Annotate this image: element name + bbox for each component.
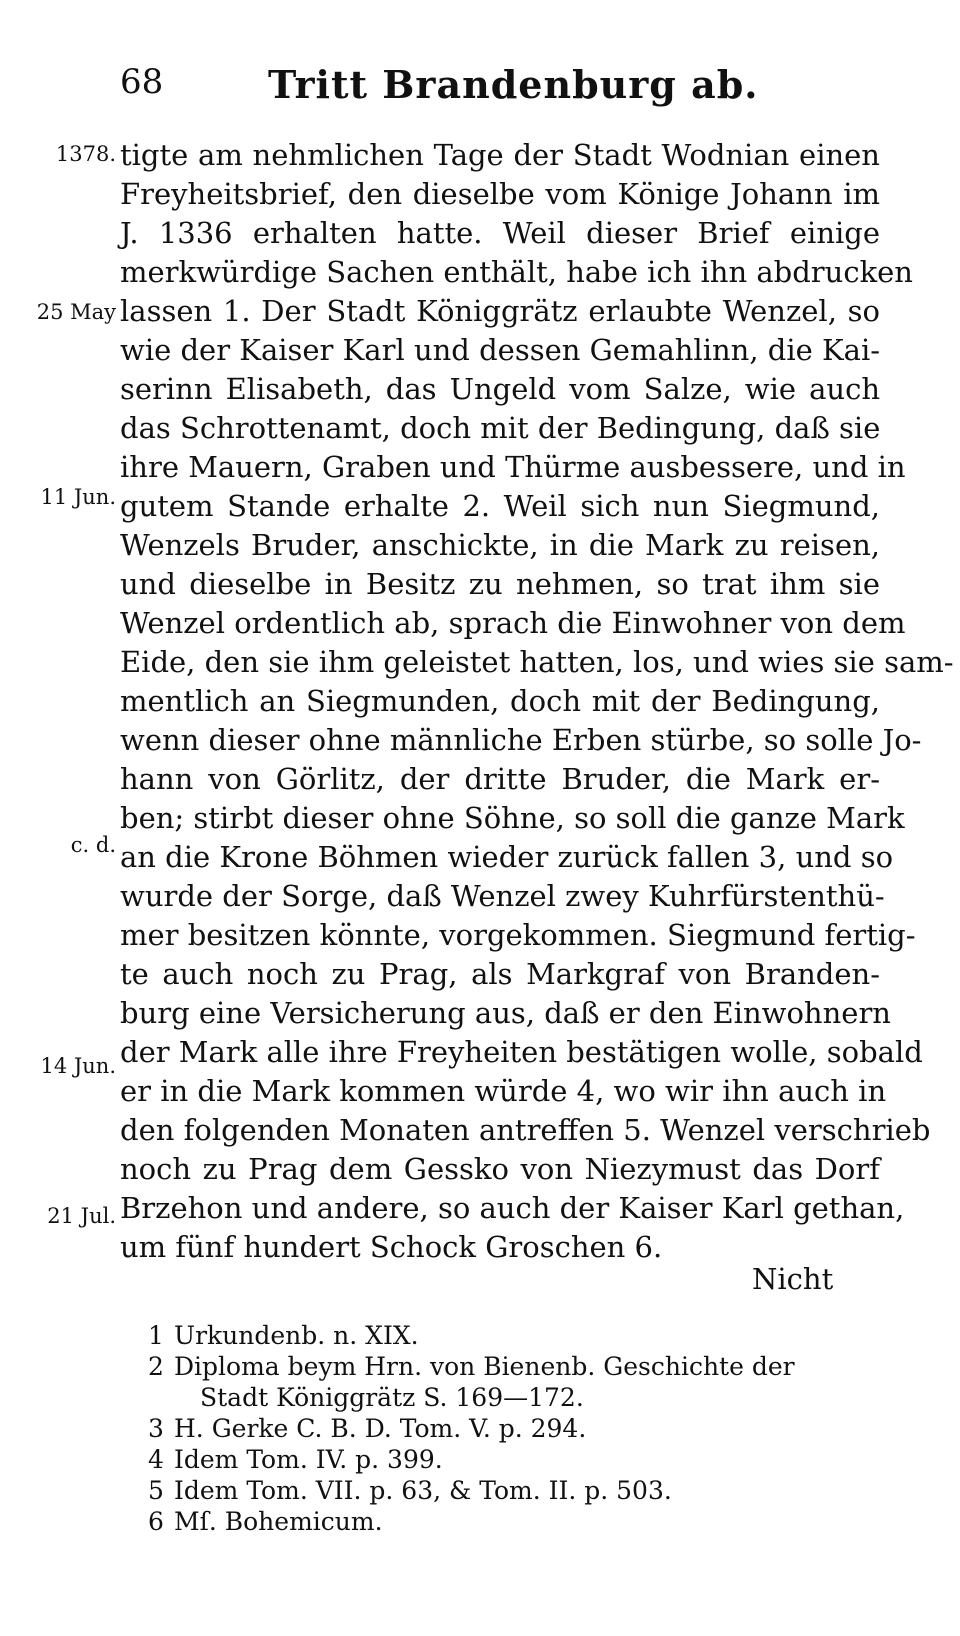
margin-note-date: 25 May — [36, 300, 116, 324]
footnote-text: Urkundenb. n. XIX. — [174, 1321, 419, 1350]
text-line: serinn Elisabeth, das Ungeld vom Salze, wie auch — [120, 372, 880, 406]
margin-note-date: c. d. — [70, 833, 116, 857]
text-line: wie der Kaiser Karl und dessen Gemahlinn, die Kai- — [120, 333, 881, 367]
footnote — [148, 1475, 672, 1506]
text-line: er in die Mark kommen würde 4, wo wir ihn auch in — [120, 1074, 887, 1108]
footnote — [148, 1320, 419, 1351]
text-line: noch zu Prag dem Gessko von Niezymust das Dorf — [120, 1152, 880, 1186]
catchword: Nicht — [752, 1262, 834, 1296]
text-line: Freyheitsbrief, den dieselbe vom Könige Johann im — [120, 177, 880, 211]
text-line: der Mark alle ihre Freyheiten bestätigen wolle, sobald — [120, 1035, 923, 1069]
text-line: wurde der Sorge, daß Wenzel zwey Kuhrfürstenthü- — [120, 879, 885, 913]
footnote-number: 3 — [148, 1414, 164, 1443]
text-line: und dieselbe in Besitz zu nehmen, so trat ihm sie — [120, 567, 880, 601]
margin-note-date: 11 Jun. — [40, 485, 116, 509]
text-line: Wenzels Bruder, anschickte, in die Mark zu reisen, — [120, 528, 880, 562]
footnote-text: Diploma beym Hrn. von Bienenb. Geschichte der — [174, 1352, 795, 1381]
text-line: mentlich an Siegmunden, doch mit der Bedingung, — [120, 684, 880, 718]
text-line: das Schrottenamt, doch mit der Bedingung, daß sie — [120, 411, 881, 445]
text-line: mer besitzen könnte, vorgekommen. Siegmund fertig- — [120, 918, 916, 952]
text-line: Brzehon und andere, so auch der Kaiser Karl gethan, — [120, 1191, 905, 1225]
text-line: J. 1336 erhalten hatte. Weil dieser Brief einige — [120, 216, 880, 250]
footnote-text: Idem Tom. VII. p. 63, & Tom. II. p. 503. — [174, 1476, 672, 1505]
text-line: burg eine Versicherung aus, daß er den Einwohnern — [120, 996, 891, 1030]
text-line: den folgenden Monaten antreffen 5. Wenzel verschrieb — [120, 1113, 931, 1147]
footnote — [148, 1351, 795, 1382]
margin-note-year: 1378. — [55, 142, 116, 166]
text-line: Wenzel ordentlich ab, sprach die Einwohner von dem — [120, 606, 906, 640]
text-line: Eide, den sie ihm geleistet hatten, los, und wies sie sam- — [120, 645, 954, 679]
footnote-text: H. Gerke C. B. D. Tom. V. p. 294. — [174, 1414, 587, 1443]
margin-note-date: 21 Jul. — [47, 1204, 116, 1228]
text-line: te auch noch zu Prag, als Markgraf von Branden- — [120, 957, 880, 991]
text-line: wenn dieser ohne männliche Erben stürbe, so solle Jo- — [120, 723, 922, 757]
text-line: hann von Görlitz, der dritte Bruder, die Mark er- — [120, 762, 880, 796]
footnote-continuation: Stadt Königgrätz S. 169—172. — [200, 1383, 584, 1412]
footnote-number: 2 — [148, 1352, 164, 1381]
page-header — [120, 62, 880, 112]
text-line: ihre Mauern, Graben und Thürme ausbessere, und in — [120, 450, 906, 484]
text-line: an die Krone Böhmen wieder zurück fallen 3, und so — [120, 840, 894, 874]
text-line: merkwürdige Sachen enthält, habe ich ihn abdrucken — [120, 255, 913, 289]
footnote-number: 6 — [148, 1507, 164, 1536]
footnote-text: Idem Tom. IV. p. 399. — [174, 1445, 443, 1474]
footnote — [148, 1444, 443, 1475]
text-line: um fünf hundert Schock Groschen 6. — [120, 1230, 663, 1264]
text-line: lassen 1. Der Stadt Königgrätz erlaubte Wenzel, so — [120, 294, 880, 328]
page-number: 68 — [120, 62, 164, 102]
running-title: Tritt Brandenburg ab. — [268, 62, 759, 107]
text-line: tigte am nehmlichen Tage der Stadt Wodnian einen — [120, 138, 880, 172]
text-line: gutem Stande erhalte 2. Weil sich nun Siegmund, — [120, 489, 880, 523]
margin-note-date: 14 Jun. — [40, 1054, 116, 1078]
footnote-number: 1 — [148, 1321, 164, 1350]
footnote-number: 5 — [148, 1476, 164, 1505]
footnote-number: 4 — [148, 1445, 164, 1474]
footnote-text: Mſ. Bohemicum. — [174, 1507, 383, 1536]
footnote — [148, 1506, 383, 1537]
footnote — [148, 1413, 586, 1444]
text-line: ben; stirbt dieser ohne Söhne, so soll die ganze Mark — [120, 801, 905, 835]
